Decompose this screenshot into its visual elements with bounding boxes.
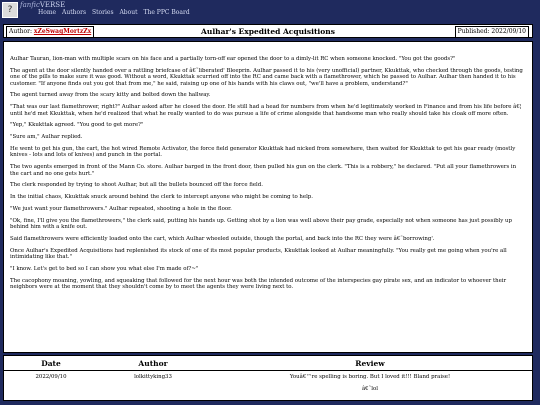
story-header <box>3 24 533 38</box>
review-author: lolkittyking33 <box>134 374 172 380</box>
story-paragraph: Once Aulhar's Expedited Acquisitions had replenished its stock of one of its most popular products, Kkukttak looked at Aulhar meaningfully. "You really get me going when you're all intimidating like that." <box>10 247 507 261</box>
story-paragraph: Said flamethrowers were efficiently loaded onto the cart, which Aulhar wheeled outside, though the portal, and back into the RC they were â€˜borrowing'. <box>10 236 435 242</box>
story-paragraph: Aulhar Tauran, lion-man with multiple scars on his face and a partially torn-off ear opened the door to a dimly-lit RC when someone knocked. "You got the goods?" <box>10 56 456 62</box>
nav-about[interactable]: About <box>119 9 138 16</box>
story-paragraph: The two agents emerged in front of the Mann Co. store. Aulhar barged in the front door, then pulled his gun on the clerk. "This is a robbery," he declared. "Put all your flamethrowers in the cart and no one gets hurt." <box>10 164 517 177</box>
reviews-table <box>3 355 533 401</box>
reviews-header-date: Date <box>4 356 98 371</box>
story-paragraph: The clerk responded by trying to shoot Aulhar, but all the bullets bounced off the force field. <box>10 182 263 189</box>
nav-authors[interactable]: Authors <box>62 9 87 16</box>
review-text-line: â€˜lol <box>361 386 379 392</box>
site-name-prefix: fanfic <box>20 1 40 9</box>
story-paragraph: "Sure am," Aulhar replied. <box>10 134 83 141</box>
story-paragraph: "I know. Let's get to bed so I can show you what else I'm made of?~" <box>10 266 199 272</box>
review-date: 2022/09/10 <box>35 374 67 380</box>
story-paragraph: The agent at the door silently handed over a rattling briefcase of â€˜liberated' Bleeprin. Aulhar passed it to his (very unofficial) partner, Kkukttak, who checked through the goods, testing one of the pills to make sure it was good. Without a word, Kkukttak scurried off into the RC and came back with a flamethrower, which he passed to Aulhar. Aulhar then handed it to his customer. "If anyone finds out you got that from me," he said, raising up one of his hands with his claws out, "we'll have a problem, understand?" <box>10 67 523 87</box>
story-paragraph: "We just want your flamethrowers." Aulhar repeated, shooting a hole in the floor. <box>10 206 232 212</box>
review-text-line: Youâ€™re spelling is boring. But I loved it!!! Bland praise! <box>289 374 451 380</box>
site-topbar <box>0 0 540 18</box>
story-paragraph: "Yep," Kkukttak agreed. "You good to get more?" <box>10 122 144 129</box>
nav-home[interactable]: Home <box>38 9 57 16</box>
published-date: Published: 2022/09/10 <box>455 26 529 38</box>
reviews-header-author: Author <box>98 356 208 371</box>
author-label: Author: <box>9 28 32 35</box>
story-paragraph: In the initial chaos, Kkukttak snuck around behind the clerk to intercept anyone who might be coming to help. <box>10 194 313 201</box>
author-box <box>6 26 94 38</box>
nav-ppc-board[interactable]: The PPC Board <box>143 9 190 16</box>
story-paragraph: "That was our last flamethrower, right?" Aulhar asked after he closed the door. He still had a head for numbers from when he'd legitimately worked in Finance and from his life before â€¦ until he'd met Kkukttak, when he'd realized that what he really wanted to do was pursue a life of crime alongside that handsome man who really should take his cloak off more often. <box>10 104 522 117</box>
nav-stories[interactable]: Stories <box>91 9 114 16</box>
story-paragraph: The cacophony moaning, yowling, and squeaking that followed for the next hour was both the intended outcome of the interspecies gay pirate sex, and an indicator to whoever their neighbors were at the moment that they shouldn't come by to meet the agents they were living next to. <box>10 277 507 291</box>
review-text <box>208 371 532 394</box>
story-paragraph: "Ok, fine, I'll give you the flamethrowers," the clerk said, putting his hands up. Getting shot by a lion was well above their pay grade, especially not when someone has just possibly up behind him with a knife out. <box>10 217 512 231</box>
review-row <box>4 371 532 394</box>
site-name-main: VERSE <box>39 1 66 9</box>
main-nav <box>38 9 194 16</box>
site-logo[interactable] <box>2 2 18 18</box>
story-body <box>3 41 533 353</box>
story-paragraph: The agent turned away from the scary kitty and bolted down the hallway. <box>10 92 211 99</box>
question-icon: ? <box>7 5 13 15</box>
story-title: Aulhar's Expedited Acquisitions <box>201 27 335 36</box>
reviews-header-review: Review <box>208 356 532 371</box>
site-name <box>20 1 65 9</box>
author-link[interactable]: xZeSwagMortzZx <box>33 28 92 35</box>
story-paragraph: He went to get his gun, the cart, the hot wired Remote Activator, the force field generator Kkukttak had nicked from somewhere, then waited for Kkukttak to get his gear ready (mostly knives - lots and lots of knives) and punch in the portal. <box>10 146 516 159</box>
